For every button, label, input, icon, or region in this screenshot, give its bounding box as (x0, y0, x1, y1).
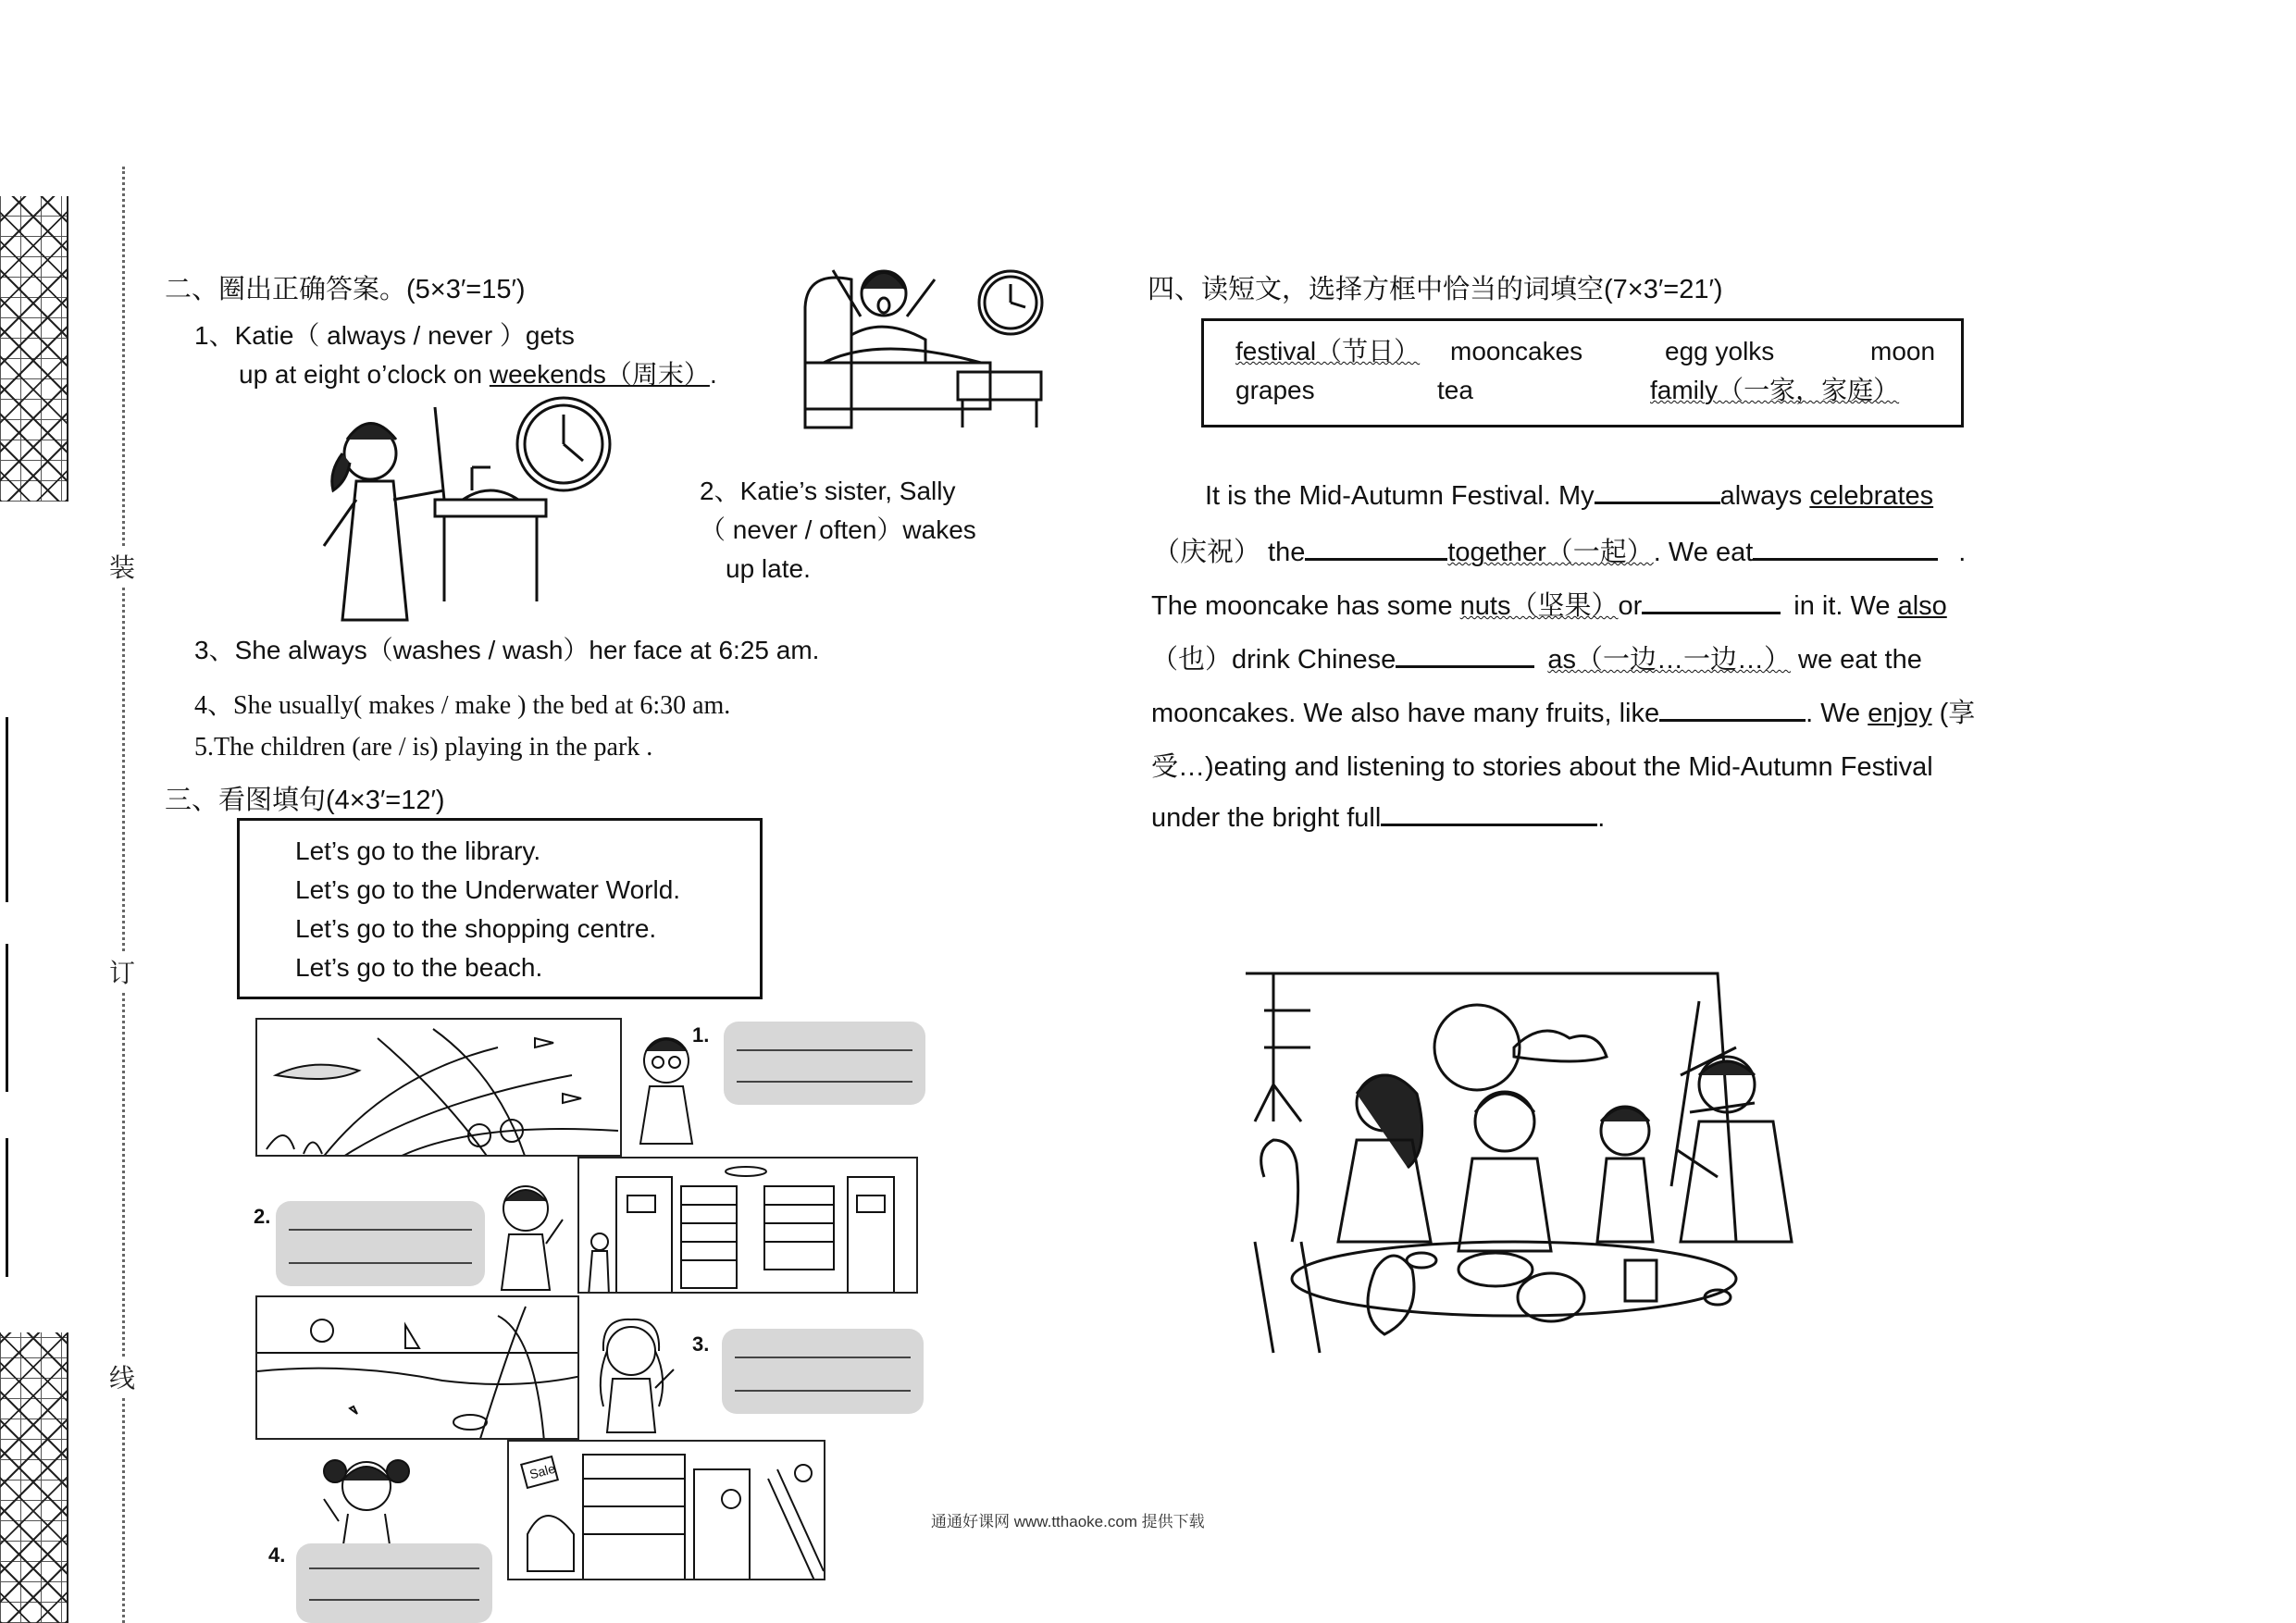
passage-l4-we-eat-the: we eat the (1790, 645, 1922, 675)
waving-girl-picture (311, 1440, 422, 1551)
q1-line2-prefix: up at eight o’clock on (239, 360, 490, 389)
q4: 4、She usually( makes / make ) the bed at 6:30 am. (194, 691, 731, 720)
binding-lattice-top (0, 196, 68, 502)
binding-char-zhuang: 装 (109, 548, 135, 585)
passage-nuts: nuts（坚果） (1459, 591, 1619, 621)
binding-rule-2 (6, 944, 8, 1092)
passage-as: as（一边…一边…） (1547, 645, 1791, 675)
passage-enjoy: enjoy (1868, 699, 1932, 728)
waving-boy-picture (489, 1171, 572, 1292)
option-shopping-centre: Let’s go to the shopping centre. (295, 914, 657, 943)
answer-bubble-3[interactable] (722, 1329, 924, 1414)
answer-bubble-1[interactable] (724, 1022, 925, 1105)
binding-rule-1 (6, 717, 8, 902)
passage-l5-end: (享 (1931, 699, 1976, 728)
underwater-world-picture (255, 1018, 622, 1157)
passage-line-4 (1151, 638, 1922, 676)
passage-l1-text: It is the Mid-Autumn Festival. My (1205, 481, 1595, 511)
q2-line1: 2、Katie’s sister, Sally (700, 477, 956, 505)
passage-l5-text: mooncakes. We also have many fruits, like (1151, 699, 1660, 728)
passage-l2-text: （庆祝） the (1153, 538, 1306, 567)
binding-lattice-bottom (0, 1332, 68, 1623)
passage-line-3 (1151, 585, 1947, 623)
passage-line-1 (1205, 477, 1933, 512)
blank-6[interactable] (1659, 695, 1806, 722)
binding-dotted-line (122, 167, 125, 1623)
binding-char-xian: 线 (109, 1358, 135, 1395)
q2-line2: （ never / often）wakes (700, 515, 976, 544)
q1-weekends-term: weekends（周末） (489, 360, 710, 389)
girl-washing-illustration (305, 389, 629, 629)
blank-2[interactable] (1305, 534, 1447, 561)
word-tea: tea (1437, 376, 1473, 404)
passage-l1-always: always (1719, 481, 1810, 511)
bubble-number-2: 2. (254, 1205, 271, 1228)
binding-rule-3 (6, 1138, 8, 1277)
shopping-centre-picture (507, 1440, 825, 1580)
passage-l4-text: （也）drink Chinese (1151, 645, 1396, 675)
mid-autumn-family-illustration (1236, 964, 1840, 1399)
word-grapes: grapes (1235, 376, 1315, 404)
answer-bubble-2[interactable] (276, 1201, 485, 1286)
passage-l2-we-eat: . We eat (1653, 538, 1754, 567)
word-moon: moon (1870, 337, 1936, 365)
q5: 5.The children (are / is) playing in the park . (194, 733, 653, 762)
bubble-number-3: 3. (692, 1332, 710, 1356)
blank-4[interactable] (1642, 588, 1781, 614)
option-library: Let’s go to the library. (295, 836, 541, 865)
blank-1[interactable] (1595, 477, 1720, 504)
q2-line3: up late. (726, 554, 811, 583)
passage-l2-period: . (1958, 538, 1967, 567)
blonde-girl-picture (585, 1305, 687, 1434)
passage-l3-or: or (1618, 591, 1643, 621)
passage-l3-text: The mooncake has some (1151, 591, 1460, 621)
bubble-number-4: 4. (268, 1543, 286, 1567)
section3-option-box (237, 818, 763, 999)
word-family: family（一家，家庭） (1650, 376, 1900, 404)
passage-together: together（一起） (1447, 538, 1654, 567)
option-underwater-world: Let’s go to the Underwater World. (295, 875, 681, 904)
q3: 3、She always（washes / wash）her face at 6:25 am. (194, 636, 820, 664)
passage-l7-text: under the bright full (1151, 803, 1382, 833)
beach-picture (255, 1295, 579, 1440)
section4-heading: 四、读短文，选择方框中恰当的词填空(7×3′=21′) (1148, 275, 1723, 304)
binding-char-ding: 订 (109, 953, 135, 990)
section3-heading: 三、看图填句(4×3′=12′) (165, 786, 445, 815)
passage-l3-in-it: in it. We (1793, 591, 1898, 621)
q1-line1: 1、Katie（ always / never ）gets (194, 321, 575, 350)
bubble-number-1: 1. (692, 1023, 710, 1047)
passage-l5-we: . We (1806, 699, 1868, 728)
section2-heading: 二、圈出正确答案。(5×3′=15′) (165, 275, 526, 304)
blank-7[interactable] (1381, 799, 1597, 826)
option-beach: Let’s go to the beach. (295, 953, 543, 982)
footer-source-note: 通通好课网 www.tthaoke.com 提供下载 (931, 1513, 1205, 1530)
passage-line-7 (1151, 799, 1605, 834)
answer-bubble-4[interactable] (296, 1543, 492, 1623)
blank-5[interactable] (1396, 641, 1534, 668)
section4-word-box (1201, 318, 1964, 427)
girl-in-bed-illustration (796, 252, 1055, 437)
sale-sign-text: Sale (527, 1460, 557, 1482)
word-mooncakes: mooncakes (1450, 337, 1583, 365)
passage-celebrates: celebrates (1809, 481, 1934, 511)
passage-line-6: 受…)eating and listening to stories about the Mid-Autumn Festival (1151, 752, 1933, 782)
word-festival: festival（节日） (1235, 337, 1421, 365)
passage-also: also (1897, 591, 1947, 621)
blank-3[interactable] (1753, 534, 1938, 561)
passage-line-2 (1153, 531, 1966, 569)
passage-l7-period: . (1597, 803, 1606, 833)
library-picture (577, 1157, 918, 1294)
passage-line-5 (1151, 692, 1975, 730)
word-egg-yolks: egg yolks (1665, 337, 1775, 365)
q1-line2-suffix: . (709, 360, 717, 389)
